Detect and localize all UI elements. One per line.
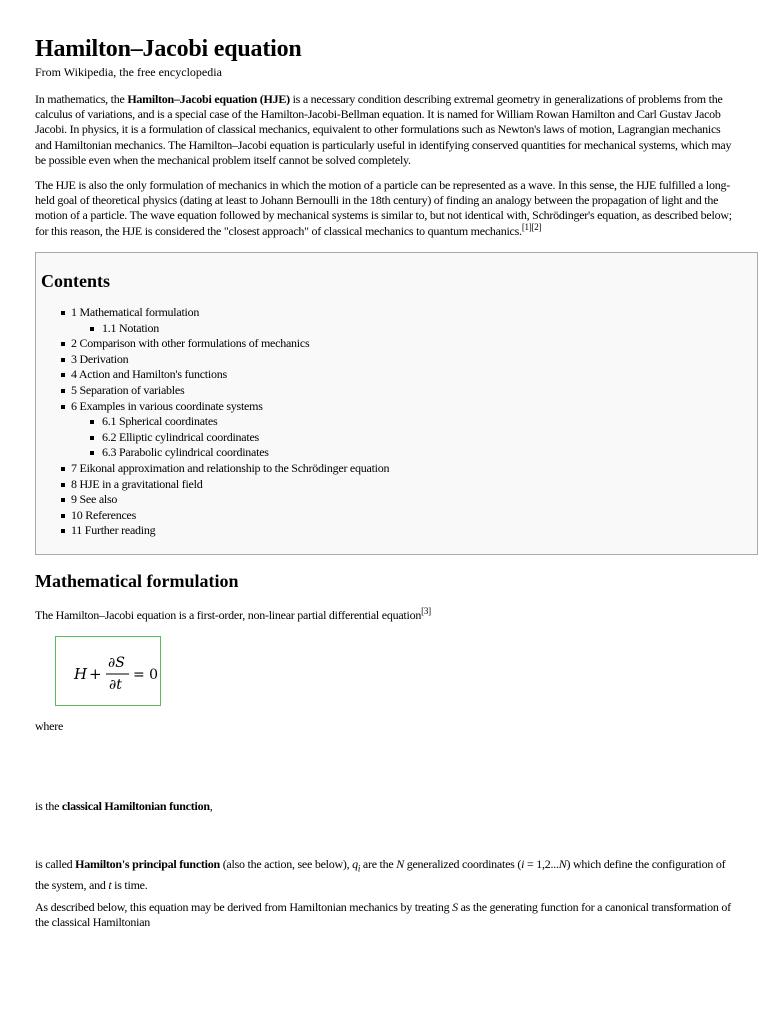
- derived-text-a: As described below, this equation may be derived from Hamiltonian mechanics by treating: [35, 900, 453, 914]
- toc-item[interactable]: [36, 461, 389, 477]
- toc-item-label[interactable]: 9 See also: [71, 492, 118, 507]
- bullet-square-icon: [90, 451, 94, 455]
- toc-item-label[interactable]: 2 Comparison with other formulations of mechanics: [71, 336, 310, 351]
- toc-item-label[interactable]: 4 Action and Hamilton's functions: [71, 367, 227, 382]
- bullet-square-icon: [90, 436, 94, 440]
- toc-item[interactable]: [36, 321, 389, 337]
- toc-item[interactable]: [36, 367, 389, 383]
- page-title: Hamilton–Jacobi equation: [35, 36, 302, 62]
- derivation-paragraph: [35, 900, 733, 930]
- derived-var-s: S: [452, 900, 458, 914]
- toc-item-label[interactable]: 1 Mathematical formulation: [71, 305, 200, 319]
- toc-item-label[interactable]: 5 Separation of variables: [71, 382, 185, 397]
- toc-item[interactable]: [36, 305, 389, 321]
- toc-item-label[interactable]: 1.1 Notation: [102, 320, 159, 335]
- principal-var-q-subscript: i: [357, 863, 361, 874]
- bullet-square-icon: [61, 311, 65, 315]
- hje-equation-box: [55, 636, 161, 706]
- bullet-square-icon: [61, 358, 65, 362]
- bullet-square-icon: [61, 514, 65, 518]
- bullet-square-icon: [61, 389, 65, 393]
- where-text: where: [35, 719, 64, 733]
- toc-item[interactable]: [36, 477, 389, 493]
- bullet-square-icon: [61, 342, 65, 346]
- intro2-citation-link[interactable]: [1][2]: [521, 221, 542, 232]
- intro1-text-a: In mathematics, the: [35, 92, 128, 106]
- equation-h: H: [74, 665, 88, 683]
- toc-item[interactable]: [36, 352, 389, 368]
- toc-item-label[interactable]: 6 Examples in various coordinate systems: [71, 398, 263, 413]
- intro2-text: The HJE is also the only formulation of mechanics in which the motion of a particle can be represented as a wave. In this sense, the HJE fulfilled a long-held goal of theoretical physics (dating at least to Johann Bernoulli in the 18th century) of finding an analogy between the propagation of light and the motion of a particle. The wave equation followed by mechanical systems is similar to, but not identical with, Schrödinger's equation, as described below; for this reason, the HJE is considered the "closest approach" of classical mechanics to quantum mechanics.: [35, 178, 732, 238]
- equation-numerator: ∂S: [108, 655, 125, 671]
- section-heading: Mathematical formulation: [35, 571, 239, 591]
- principal-var-n-2: N: [558, 857, 567, 871]
- intro1-text-c: is a necessary condition describing extremal geometry in generalizations of problems from the calculus of variations, and is a special case of the Hamilton-Jacobi-Bellman equation. It is named for William Rowan Hamilton and Carl Gustav Jacob Jacobi. In physics, it is a formulation of classical mechanics, equivalent to other formulations such as Newton's laws of motion, Lagrangian mechanics and Hamiltonian mechanics. The Hamilton–Jacobi equation is particularly useful in identifying conserved quantities for mechanical systems, which may be possible even when the mechanical problem itself cannot be solved completely.: [35, 92, 732, 167]
- principal-text-h: is time.: [111, 878, 148, 893]
- principal-text-d: are the: [360, 857, 397, 871]
- hamiltonian-text-c: ,: [209, 799, 213, 813]
- intro-paragraph-2: [35, 178, 733, 239]
- principal-text-a: is called: [35, 857, 76, 871]
- principal-text-g: ) which define the configuration of the system, and: [35, 857, 726, 893]
- toc-list: [36, 305, 389, 539]
- equation-plus: +: [89, 665, 102, 683]
- toc-item-label[interactable]: 6.3 Parabolic cylindrical coordinates: [102, 445, 269, 460]
- hamiltonian-definition: [35, 799, 213, 814]
- toc-item-label[interactable]: 8 HJE in a gravitational field: [71, 476, 203, 491]
- principal-var-n: N: [396, 857, 404, 871]
- toc-item[interactable]: [36, 492, 389, 508]
- intro-paragraph-1: [35, 92, 733, 168]
- bullet-square-icon: [61, 483, 65, 487]
- intro1-bold-term: Hamilton–Jacobi equation (HJE): [127, 92, 290, 106]
- toc-title: Contents: [41, 271, 111, 291]
- toc-item-label[interactable]: 6.2 Elliptic cylindrical coordinates: [102, 429, 259, 444]
- bullet-square-icon: [61, 405, 65, 409]
- table-of-contents: [35, 252, 758, 555]
- principal-bold-term: Hamilton's principal function: [75, 857, 220, 871]
- bullet-square-icon: [61, 373, 65, 377]
- principal-var-i: i: [521, 857, 525, 871]
- toc-item[interactable]: [36, 508, 389, 524]
- toc-item[interactable]: [36, 445, 389, 461]
- hamiltonian-bold-term: classical Hamiltonian function: [61, 799, 210, 813]
- toc-item[interactable]: [36, 336, 389, 352]
- principal-var-t: t: [108, 878, 112, 893]
- equation-denominator: ∂t: [109, 677, 122, 693]
- toc-item-label[interactable]: 10 References: [71, 507, 137, 522]
- principal-var-q: q: [352, 857, 358, 871]
- principal-text-e: generalized coordinates (: [403, 857, 522, 871]
- toc-item-label[interactable]: 7 Eikonal approximation and relationship to the Schrödinger equation: [71, 460, 390, 475]
- toc-item-label[interactable]: 3 Derivation: [71, 351, 129, 366]
- derived-text-b: as the generating function for a canonical transformation of the classical Hamiltonian: [35, 900, 731, 930]
- section-lead: [35, 608, 431, 623]
- bullet-square-icon: [61, 529, 65, 533]
- hje-equation: [56, 637, 162, 707]
- bullet-square-icon: [90, 420, 94, 424]
- toc-item[interactable]: [36, 414, 389, 430]
- bullet-square-icon: [90, 327, 94, 331]
- equation-equals-zero: = 0: [133, 667, 159, 683]
- principal-text-c: (also the action, see below),: [219, 857, 353, 871]
- toc-item[interactable]: [36, 399, 389, 415]
- toc-item[interactable]: [36, 383, 389, 399]
- section-lead-text: The Hamilton–Jacobi equation is a first-order, non-linear partial differential equation: [35, 608, 422, 622]
- toc-item-label[interactable]: 6.1 Spherical coordinates: [102, 414, 218, 429]
- principal-function-definition: [35, 856, 733, 894]
- section-lead-citation-link[interactable]: [3]: [421, 606, 431, 616]
- toc-item-label[interactable]: 11 Further reading: [71, 523, 156, 538]
- bullet-square-icon: [61, 467, 65, 471]
- principal-text-f: = 1,2...: [524, 857, 559, 871]
- toc-item[interactable]: [36, 430, 389, 446]
- toc-item[interactable]: [36, 523, 389, 539]
- page-subtitle: From Wikipedia, the free encyclopedia: [35, 65, 222, 79]
- bullet-square-icon: [61, 498, 65, 502]
- hamiltonian-text-a: is the: [35, 799, 62, 813]
